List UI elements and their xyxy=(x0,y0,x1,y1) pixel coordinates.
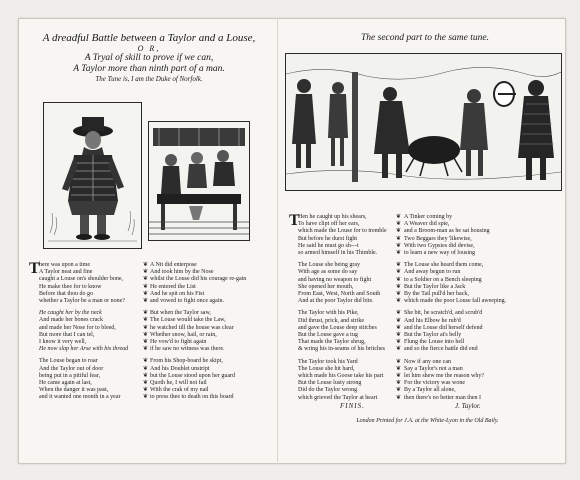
title-line-4: A Taylor more than ninth part of a man. xyxy=(73,64,225,74)
verse-line: He said he must go sh---t xyxy=(298,242,359,249)
stanza xyxy=(298,310,387,353)
verse-line: She bit, he scratch'd, and scrub'd xyxy=(404,310,483,317)
fleuron-icon: ❦ xyxy=(396,269,402,276)
fleuron-icon: ❦ xyxy=(143,324,149,331)
fleuron-icon: ❦ xyxy=(143,339,149,346)
verse-column-2 xyxy=(150,262,246,407)
verse-line: to press thee to death on this board xyxy=(150,394,234,401)
verse-line: And made her bones crack xyxy=(39,317,103,324)
drop-cap-first-part: T xyxy=(29,260,40,277)
verse-line: and having no weapon to fight xyxy=(298,276,372,283)
verse-line: With the crak of my nail xyxy=(150,387,209,394)
stanza xyxy=(298,262,387,305)
verse-line: Did do the Taylor wrong xyxy=(298,387,358,394)
fleuron-icon: ❦ xyxy=(396,310,402,317)
verse-line: But the Louse gave a tug xyxy=(298,332,358,339)
verse-column-3 xyxy=(298,214,387,407)
verse-line: She opened her mouth, xyxy=(298,283,354,290)
verse-line: and made her Nose for to bleed, xyxy=(39,324,116,331)
stanza xyxy=(404,359,506,402)
stanza xyxy=(150,262,246,305)
fleuron-icon: ❦ xyxy=(396,387,402,394)
verse-line: He vow'd to fight again xyxy=(150,339,207,346)
ornament-column-right xyxy=(396,214,401,402)
verse-line: For the victory was wone xyxy=(404,380,465,387)
fleuron-icon: ❦ xyxy=(143,262,149,268)
verse-line: But the Taylor like a Jack xyxy=(404,283,466,290)
verse-line: here was upon a time xyxy=(39,262,90,268)
verse-line: And took him by the Nose xyxy=(150,269,214,276)
verse-line: then there's no better man then I xyxy=(404,394,482,401)
fleuron-icon: ❦ xyxy=(143,365,149,372)
fleuron-icon: ❦ xyxy=(143,372,149,379)
stanza xyxy=(39,262,128,305)
stanza xyxy=(39,358,128,401)
verse-line: From his Shop-board he skipt, xyxy=(150,358,223,365)
fleuron-icon: ❦ xyxy=(143,358,149,365)
verse-line: Did thrust, prick, and strike xyxy=(298,317,364,324)
fleuron-icon: ❦ xyxy=(396,298,402,305)
fleuron-icon: ❦ xyxy=(143,317,149,324)
fleuron-icon: ❦ xyxy=(143,331,149,338)
title-line-3: A Tryal of skill to prove if we can, xyxy=(84,53,214,63)
verse-line: From East, West, North and South xyxy=(298,291,381,298)
ornament-column-left xyxy=(143,262,148,402)
verse-line: And at the poor Taylor did bite. xyxy=(298,298,374,305)
verse-line: But the Taylor at's belly xyxy=(404,332,462,339)
verse-line: I know it very well, xyxy=(39,339,87,346)
verse-line: and so the fierce battle did end xyxy=(404,346,478,353)
tune-line: The Tune is, I am the Duke of Norfolk. xyxy=(95,75,203,83)
verse-line: By the Tail pull'd her back, xyxy=(404,291,469,298)
verse-line: and a Broom-man as he sat housing xyxy=(404,228,490,235)
verse-line: which made the Louse for to tremble xyxy=(298,228,387,235)
verse-line: He caught her by the neck xyxy=(39,310,102,317)
verse-line: Hen he caught up his shears, xyxy=(298,214,367,220)
page-fold xyxy=(277,18,278,462)
fleuron-icon: ❦ xyxy=(396,291,402,298)
verse-line: Say a Taylor's not a man xyxy=(404,365,463,372)
verse-line: That made the Taylor shrug, xyxy=(298,339,366,346)
verse-line: caught a Louse on's shoulder bone, xyxy=(39,276,124,283)
fleuron-icon: ❦ xyxy=(396,365,402,372)
fleuron-icon: ❦ xyxy=(143,310,149,317)
verse-line: The Louse she hit hard, xyxy=(298,365,355,372)
fleuron-icon: ❦ xyxy=(143,269,149,276)
fleuron-icon: ❦ xyxy=(143,380,149,387)
stanza xyxy=(404,262,506,305)
verse-line: He entered the List xyxy=(150,283,196,290)
verse-line: By a Taylor all alone, xyxy=(404,387,456,394)
fleuron-icon: ❦ xyxy=(396,283,402,290)
fleuron-icon: ❦ xyxy=(143,387,149,394)
drop-cap-second-part: T xyxy=(289,212,300,229)
verse-line: To have clipt off her ears, xyxy=(298,221,360,228)
woodcut-tailor-figure xyxy=(43,102,142,249)
verse-line: With age as some do say xyxy=(298,269,358,276)
fleuron-icon: ❦ xyxy=(396,332,402,339)
stanza xyxy=(404,310,506,353)
verse-line: being put in a pitiful fear, xyxy=(39,372,101,379)
verse-line: but the Louse stood upon her guard xyxy=(150,372,235,379)
verse-line: And he spit on his Fist xyxy=(150,290,205,297)
fleuron-icon: ❦ xyxy=(396,358,402,365)
fleuron-icon: ❦ xyxy=(396,262,402,269)
verse-line: But more that I can tel, xyxy=(39,331,95,338)
verse-column-1 xyxy=(39,262,128,407)
fleuron-icon: ❦ xyxy=(396,235,402,242)
fleuron-icon: ❦ xyxy=(143,276,149,283)
stanza xyxy=(298,214,387,257)
fleuron-icon: ❦ xyxy=(396,242,402,249)
verse-line: The Louse she heard them come, xyxy=(404,262,484,269)
fleuron-icon: ❦ xyxy=(396,339,402,346)
verse-line: And his Doublet unstript xyxy=(150,365,210,372)
stanza xyxy=(404,214,506,257)
fleuron-icon: ❦ xyxy=(396,394,402,401)
verse-line: And away begun to run xyxy=(404,269,461,276)
stanza xyxy=(150,310,246,353)
verse-line: and it wanted one month in a year xyxy=(39,394,121,401)
verse-line: so armed himself in his Thimble. xyxy=(298,250,378,257)
verse-line: & wring his in-seams of his britches xyxy=(298,346,385,353)
verse-line: The Taylor with his Pike, xyxy=(298,310,359,317)
title-line-2: O R, xyxy=(137,44,161,53)
verse-line: And the Taylor out of door xyxy=(39,365,104,372)
fleuron-icon: ❦ xyxy=(396,317,402,324)
fleuron-icon: ❦ xyxy=(396,373,402,380)
verse-line: Before that thou do go xyxy=(39,290,93,297)
finis-mark: FINIS. xyxy=(340,402,365,410)
fleuron-icon: ❦ xyxy=(396,324,402,331)
verse-line: He came again at last, xyxy=(39,380,92,387)
verse-line: if he saw no witness was there. xyxy=(150,346,225,353)
fleuron-icon: ❦ xyxy=(396,250,402,257)
author-signature: J. Taylor. xyxy=(455,402,481,410)
verse-line: The Louse she being gray xyxy=(298,262,360,269)
second-part-title: The second part to the same tune. xyxy=(361,33,489,43)
verse-line: With two Gypsies did devise, xyxy=(404,242,475,249)
verse-line: Quoth he, I will not fail xyxy=(150,380,207,387)
verse-line: When the danger it was past, xyxy=(39,387,109,394)
verse-line: to a Soldier on a Bench sleeping xyxy=(404,276,482,283)
fleuron-icon: ❦ xyxy=(396,221,402,228)
stanza xyxy=(150,358,246,401)
fleuron-icon: ❦ xyxy=(143,290,149,297)
verse-line: let him shew me the reason why? xyxy=(404,373,484,380)
fleuron-icon: ❦ xyxy=(396,214,402,220)
verse-line: But the Louse lusty strong xyxy=(298,380,362,387)
verse-line: He now slap her Arse with his thread xyxy=(39,346,129,353)
stanza xyxy=(39,310,128,353)
fleuron-icon: ❦ xyxy=(396,276,402,283)
fleuron-icon: ❦ xyxy=(143,283,149,290)
ballad-title xyxy=(30,32,268,84)
verse-line: A Tinker coming by xyxy=(404,214,453,220)
verse-line: The Taylor took his Yard xyxy=(298,358,358,365)
verse-line: Whether snow, hail, or rain, xyxy=(150,331,217,338)
verse-line: He make thee for to know xyxy=(39,283,102,290)
verse-line: to learn a new way of lousing xyxy=(404,250,475,257)
verse-line: But when the Taylor saw, xyxy=(150,310,211,317)
verse-line: which made the poor Louse fall aweeping. xyxy=(404,298,507,305)
fleuron-icon: ❦ xyxy=(143,298,149,305)
verse-line: But before he durst fight xyxy=(298,235,357,242)
verse-line: A Taylor neat and fine xyxy=(39,269,93,276)
verse-line: and gave the Louse deep stitches xyxy=(298,324,377,331)
printer-imprint: London Printed for J.A. at the White-Lyon in the Old Baily. xyxy=(356,418,499,424)
verse-line: and vowed to fight once again. xyxy=(150,298,224,305)
verse-line: he watched till the house was clear xyxy=(150,324,234,331)
verse-line: And his Elbow he rub'd xyxy=(404,317,461,324)
verse-line: A Nit did enterpose xyxy=(150,262,197,268)
verse-line: whilst the Louse did his courage re-gain xyxy=(150,276,247,283)
fleuron-icon: ❦ xyxy=(396,346,402,353)
fleuron-icon: ❦ xyxy=(396,380,402,387)
verse-column-4 xyxy=(404,214,506,407)
verse-line: The Louse began to roar xyxy=(39,358,98,365)
woodcut-tailor-shop xyxy=(148,121,250,241)
title-line-1: A dreadful Battle between a Taylor and a Louse, xyxy=(42,32,256,44)
fleuron-icon: ❦ xyxy=(396,228,402,235)
fleuron-icon: ❦ xyxy=(143,394,149,401)
verse-line: Two Beggars they 'likewise, xyxy=(404,235,472,242)
verse-line: Now if any one can xyxy=(404,358,451,365)
verse-line: The Louse would take the Law, xyxy=(150,317,226,324)
verse-line: whether a Taylor be a man or none? xyxy=(39,298,125,305)
verse-line: which made his Goose take his part xyxy=(298,373,384,380)
verse-line: Flung the Louse into hell xyxy=(404,339,465,346)
verse-line: and the Louse did herself defend xyxy=(404,324,483,331)
stanza xyxy=(298,359,387,402)
woodcut-battle-scene xyxy=(285,53,562,191)
fleuron-icon: ❦ xyxy=(143,346,149,353)
verse-line: A Weaver did spie, xyxy=(404,221,450,228)
verse-line: which grieved the Taylor at heart xyxy=(298,394,378,401)
